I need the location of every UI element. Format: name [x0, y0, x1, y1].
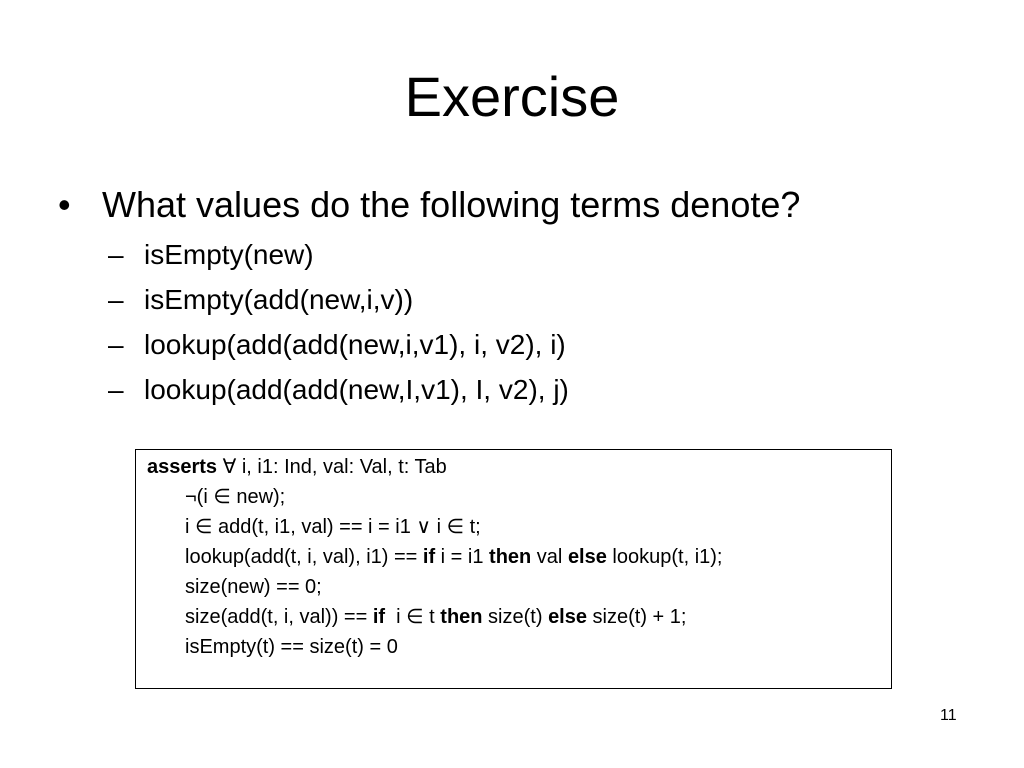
- dash-icon: –: [108, 329, 124, 360]
- axiom-text: i ∈ t: [385, 606, 441, 628]
- dash-icon: –: [108, 239, 124, 270]
- axiom-text: size(t) + 1;: [587, 606, 687, 628]
- else-keyword: else: [548, 606, 587, 628]
- dash-icon: –: [108, 374, 124, 405]
- axiom-line: isEmpty(t) == size(t) = 0: [185, 636, 398, 658]
- asserts-keyword: asserts: [147, 456, 218, 478]
- term-text: isEmpty(add(new,i,v)): [144, 284, 414, 315]
- term-text: lookup(add(add(new,i,v1), i, v2), i): [144, 329, 566, 360]
- if-keyword: if: [422, 546, 436, 568]
- term-text: isEmpty(new): [144, 239, 314, 270]
- axiom-text: lookup(add(t, i, val), i1) ==: [185, 546, 423, 568]
- axiom-line: [185, 602, 686, 632]
- axiom-line: size(new) == 0;: [185, 576, 322, 598]
- quantifier-text: ∀ i, i1: Ind, val: Val, t: Tab: [217, 456, 447, 478]
- if-keyword: if: [372, 606, 386, 628]
- specification-box: [135, 449, 892, 689]
- axiom-text: i = i1: [435, 546, 490, 568]
- else-keyword: else: [567, 546, 607, 568]
- then-keyword: then: [440, 606, 483, 628]
- bullet-icon: •: [58, 184, 71, 225]
- axiom-text: size(add(t, i, val)) ==: [185, 606, 373, 628]
- dash-icon: –: [108, 284, 124, 315]
- slide-title: Exercise: [404, 65, 620, 128]
- question-text: What values do the following terms denote?: [102, 184, 801, 225]
- then-keyword: then: [489, 546, 532, 568]
- axiom-line: i ∈ add(t, i1, val) == i = i1 ∨ i ∈ t;: [185, 516, 481, 538]
- axiom-text: lookup(t, i1);: [606, 546, 723, 568]
- page-number: 11: [940, 707, 957, 724]
- spec-header: [147, 452, 447, 482]
- axiom-text: val: [531, 546, 568, 568]
- axiom-line: ¬(i ∈ new);: [185, 486, 286, 508]
- axiom-text: size(t): [482, 606, 549, 628]
- term-text: lookup(add(add(new,I,v1), I, v2), j): [144, 374, 569, 405]
- axiom-line: [185, 542, 722, 572]
